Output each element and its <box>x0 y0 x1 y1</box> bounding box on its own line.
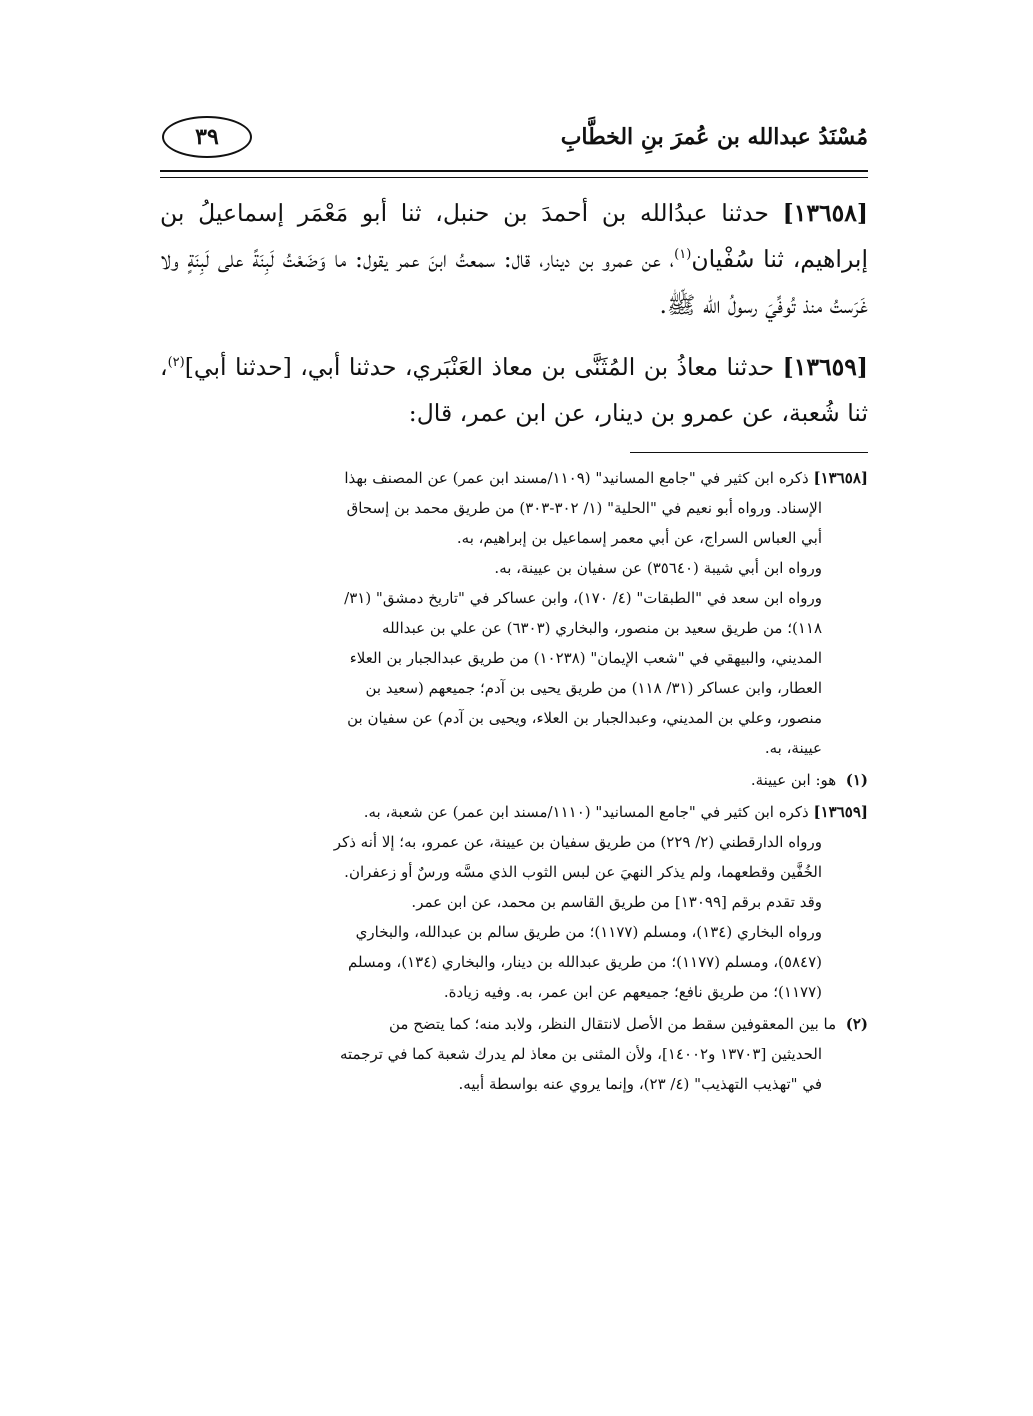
footnote-line: عيينة، به. <box>764 739 822 757</box>
footnote-line: الإسناد. ورواه أبو نعيم في "الحلية" (١/ ٣٠٢-٣٠٣) من طريق محمد بن إسحاق <box>346 499 822 517</box>
footnote-line: (١١٧٧)؛ من طريق نافع؛ جميعهم عن ابن عمر، به. وفيه زيادة. <box>443 983 822 1001</box>
footnote-text: هو: ابن عيينة. <box>750 771 837 789</box>
footnote-line <box>160 463 868 493</box>
hadith-text: حدثنا عبدُالله بن أحمدَ بن حنبل، ثنا أبو مَعْمَر إسماعيلُ بن إبراهيم، ثنا سُفْيان <box>160 199 868 273</box>
footnote-ref: (١) <box>674 247 692 263</box>
footnote-line: ورواه البخاري (١٣٤)، ومسلم (١١٧٧)؛ من طريق سالم بن عبدالله، والبخاري <box>355 923 822 941</box>
footnote-line: في "تهذيب التهذيب" (٤/ ٢٣)، وإنما يروي عنه بواسطة أبيه. <box>458 1075 822 1093</box>
book-page <box>160 112 868 1101</box>
footnote-line: أبي العباس السراج، عن أبي معمر إسماعيل بن إبراهيم، به. <box>456 529 822 547</box>
footnote-13659 <box>160 797 868 1007</box>
footnote-line <box>160 1009 868 1039</box>
footnote-text: ذكره ابن كثير في "جامع المسانيد" (١١١٠/مسند ابن عمر) عن شعبة، به. <box>363 803 809 821</box>
footnote-line: (٥٨٤٧)، ومسلم (١١٧٧)؛ من طريق عبدالله بن دينار، والبخاري (١٣٤)، ومسلم <box>348 953 822 971</box>
footnote-line: وقد تقدم برقم [١٣٠٩٩] من طريق القاسم بن محمد، عن ابن عمر. <box>411 893 822 911</box>
footnote-line: ورواه ابن أبي شيبة (٣٥٦٤٠) عن سفيان بن عيينة، به. <box>494 559 822 577</box>
footnote-head: (١) <box>845 771 868 789</box>
main-text <box>160 190 868 436</box>
footnote-line: المديني، والبيهقي في "شعب الإيمان" (١٠٢٣٨) من طريق عبدالجبار بن العلاء <box>349 649 822 667</box>
hadith-13658 <box>160 190 868 328</box>
footnote-line: ورواه ابن سعد في "الطبقات" (٤/ ١٧٠)، وابن عساكر في "تاريخ دمشق" (٣١/ <box>344 589 822 607</box>
footnote-line: منصور، وعلي بن المديني، وعبدالجبار بن العلاء، ويحيى بن آدم) عن سفيان بن <box>347 709 822 727</box>
header-double-rule <box>160 170 868 178</box>
footnote-1 <box>160 765 868 795</box>
footnote-line: ١١٨)؛ من طريق سعيد بن منصور، والبخاري (٦٣٠٣) عن علي بن عبدالله <box>382 619 822 637</box>
running-header <box>160 112 868 164</box>
hadith-number: [١٣٦٥٩] <box>782 353 868 381</box>
footnote-line: ورواه الدارقطني (٢/ ٢٢٩) من طريق سفيان بن عيينة، عن عمرو، به؛ إلا أنه ذكر <box>333 833 822 851</box>
page-number-badge: ٣٩ <box>162 116 252 158</box>
footnote-line <box>160 765 868 795</box>
footnote-head: [١٣٦٥٩] <box>813 803 868 821</box>
page-title: مُسْنَدُ عبدالله بن عُمرَ بنِ الخطَّابِ <box>560 124 868 150</box>
footnote-line: العطار، وابن عساكر (٣١/ ١١٨) من طريق يحيى بن آدم؛ جميعهم (سعيد بن <box>365 679 822 697</box>
footnote-line: الحديثين [١٣٧٠٣ و١٤٠٠٢]، ولأن المثنى بن معاذ لم يدرك شعبة كما في ترجمته <box>339 1045 822 1063</box>
footnote-2 <box>160 1009 868 1099</box>
footnote-text: ذكره ابن كثير في "جامع المسانيد" (١١٠٩/مسند ابن عمر) عن المصنف بهذا <box>344 469 809 487</box>
footnote-head: (٢) <box>845 1015 868 1033</box>
footnotes <box>160 463 868 1099</box>
hadith-number: [١٣٦٥٨] <box>782 199 868 227</box>
footnote-head: [١٣٦٥٨] <box>813 469 868 487</box>
footnote-line <box>160 797 868 827</box>
footnote-line: الخُفَّين وقطعهما، ولم يذكر النهيَ عن لبس الثوب الذي مسَّه ورسٌ أو زعفران. <box>344 863 822 881</box>
hadith-13659 <box>160 344 868 436</box>
hadith-text-continued: ، عن عمرو بن دينار، قال: سمعتُ ابنَ عمر يقول: ما وَضَعْتُ لَبِنَةً على لَبِنَةٍ ولا غَرَستُ منذ تُوفِّيَ رسولُ الله ﷺ. <box>160 245 868 319</box>
footnote-13658 <box>160 463 868 763</box>
footnote-separator <box>630 452 868 453</box>
footnote-ref: (٢) <box>167 355 185 371</box>
hadith-text-continued: ، ثنا شُعبة، عن عمرو بن دينار، عن ابن عمر، قال: <box>160 353 868 427</box>
hadith-text: حدثنا معاذُ بن المُثَنَّى بن معاذ العَنْبَري، حدثنا أبي، [حدثنا أبي] <box>184 353 775 381</box>
footnote-text: ما بين المعقوفين سقط من الأصل لانتقال النظر، ولابد منه؛ كما يتضح من <box>389 1015 837 1033</box>
